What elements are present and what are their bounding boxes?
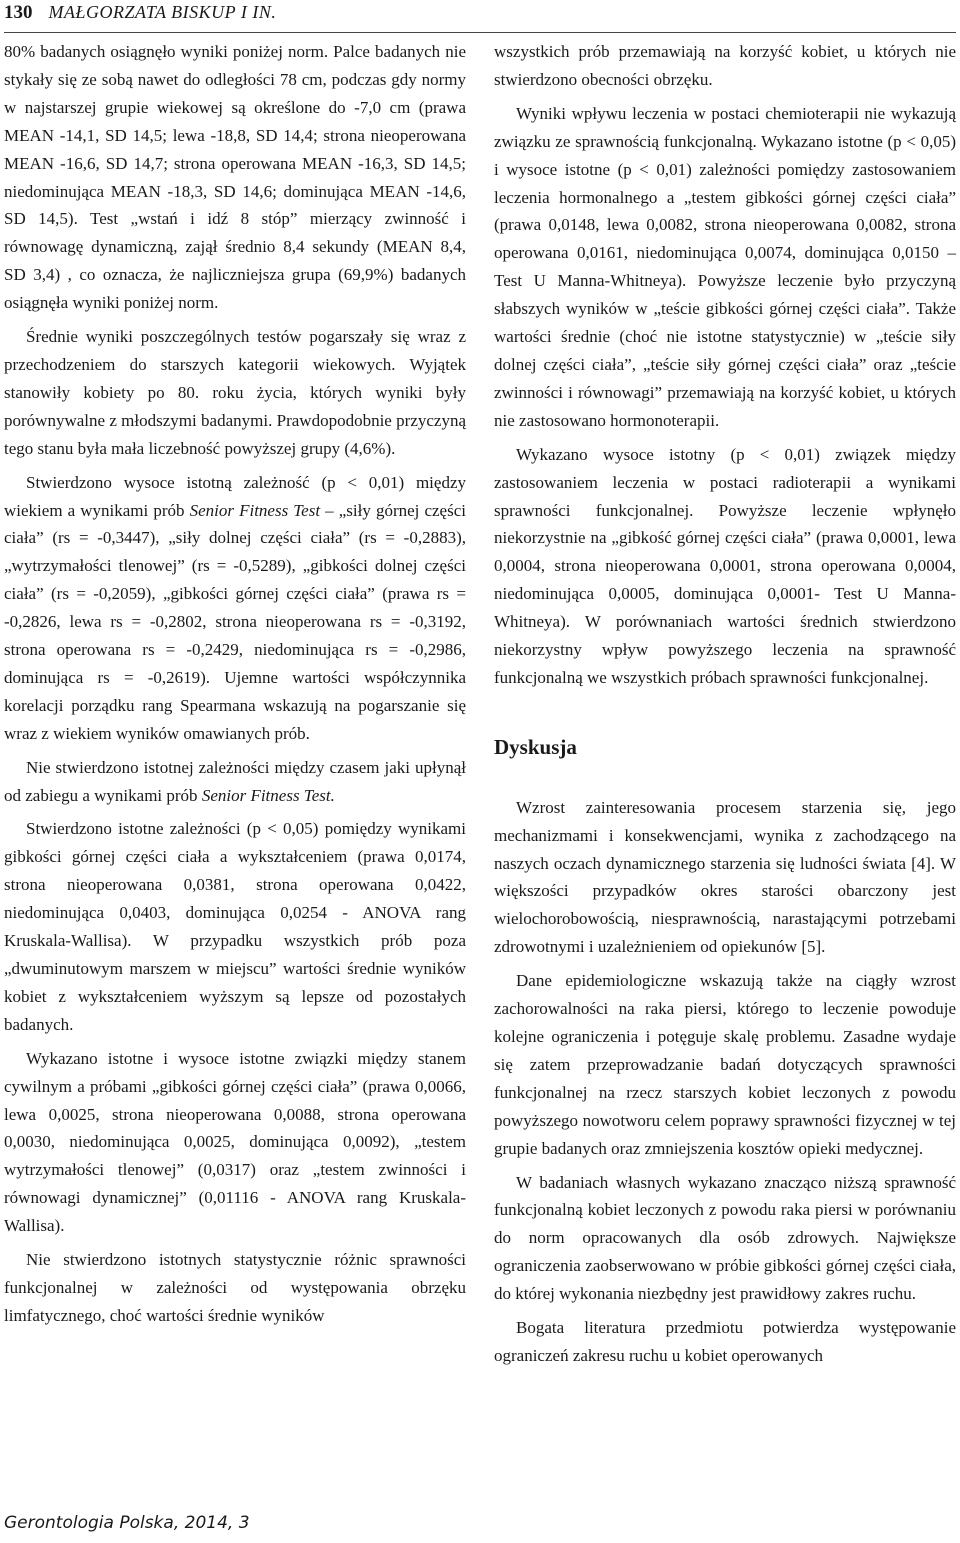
right-column [494,38,956,1370]
paragraph: Dane epidemiologiczne wskazują także na ciągły wzrost zachorowalności na raka piersi, którego to leczenie powoduje kolejne ograniczenia i potęguje skalę problemu. Zasadne wydaje się zatem przeprowadzanie badań dotyczących sprawności funkcjonalnej na rzecz starszych kobiet leczonych z powodu powyższego nowotworu celem poprawy sprawności fizycznej w tej grupie badanych oraz zmniejszenia kosztów opieki medycznej. [494,971,956,1158]
paragraph-text: Stwierdzono wysoce istotną zależność (p < 0,01) między wiekiem a wynikami prób [4,472,466,520]
paragraph: Wykazano istotne i wysoce istotne związki między stanem cywilnym a próbami „gibkości górnej części ciała” (prawa 0,0066, lewa 0,0025, strona nieoperowana 0,0088, strona operowana 0,0030, niedominująca 0,0025, dominująca 0,0092), „testem wytrzymałości tlenowej” (0,0317) oraz „testem zwinności i równowagi dynamicznej” (0,01116 - ANOVA rang Kruskala-Wallisa). [4,1048,466,1236]
paragraph-text: – „siły górnej części ciała” (rs = -0,3447), „siły dolnej części ciała” (rs = -0,2883), „wytrzymałości tlenowej” (rs = -0,5289), „gibkości dolnej części ciała” (rs = -0,2059), „gibkości górnej części ciała” (prawa rs = -0,2826, lewa rs = -0,2802, strona nieoperowana rs = -0,3192, strona operowana rs = -0,2429, niedominująca rs = -0,2986, dominująca rs = -0,2619). Ujemne wartości współczynnika korelacji porządku rang Spearmana wskazują na pogarszanie się wraz z wiekiem wyników omawianych prób. [4,500,466,743]
section-heading: Dyskusja [494,734,577,759]
page-number: 130 [4,2,33,23]
test-name-italic: Senior Fitness Test. [201,785,335,805]
paragraph: wszystkich prób przemawiają na korzyść kobiet, u których nie stwierdzono obecności obrzęku. [494,42,956,89]
paragraph: Nie stwierdzono istotnych statystycznie różnic sprawności funkcjonalnej w zależności od występowania obrzęku limfatycznego, choć wartości średnie wyników [4,1250,466,1325]
page-header [4,2,956,33]
paragraph: Wyniki wpływu leczenia w postaci chemioterapii nie wykazują związku ze sprawnością funkcjonalną. Wykazano istotne (p < 0,05) i wysoce istotne (p < 0,01) zależności pomiędzy zastosowaniem leczenia hormonalnego a „testem gibkości górnej części ciała” (prawa 0,0148, lewa 0,0082, strona nieoperowana 0,0082, strona operowana 0,0161, niedominująca 0,0074, dominująca 0,0150 – Test U Manna-Whitneya). Powyższe leczenie było przyczyną słabszych wyników w „teście gibkości górnej części ciała”. Także wartości średnie (choć nie istotne statystycznie) w „teście siły dolnej części ciała”, „teście siły górnej części ciała” oraz „teście zwinności i równowagi” przemawiają na korzyść kobiet, u których nie zastosowano hormonoterapii. [494,103,956,430]
paragraph [4,754,466,810]
paragraph: Bogata literatura przedmiotu potwierdza występowanie ograniczeń zakresu ruchu u kobiet operowanych [494,1318,956,1365]
paragraph: 80% badanych osiągnęło wyniki poniżej norm. Palce badanych nie stykały się ze sobą nawet do odległości 78 cm, podczas gdy normy w najstarszej grupie wiekowej są określone do -7,0 cm (prawa MEAN -14,1, SD 14,5; lewa -18,8, SD 14,4; strona nieoperowana MEAN -16,6, SD 14,7; strona operowana MEAN -16,3, SD 14,5; niedominująca MEAN -18,3, SD 14,6; dominująca MEAN -14,6, SD 14,5). Test „wstań i idź 8 stóp” mierzący zwinność i równowagę dynamiczną, zajął średnio 8,4 sekundy (MEAN 8,4, SD 3,4) , co oznacza, że najliczniejsza grupa (69,9%) badanych osiągnęła wyniki poniżej norm. [4,42,466,313]
left-column [4,38,466,1330]
paragraph: W badaniach własnych wykazano znacząco niższą sprawność funkcjonalną kobiet leczonych z powodu raka piersi w porównaniu do norm opracowanych dla osób zdrowych. Największe ograniczenia zaobserwowano w próbie gibkości górnej części ciała, do której wykonania niezbędny jest prawidłowy zakres ruchu. [494,1172,956,1304]
test-name-italic: Senior Fitness Test [189,500,321,520]
paragraph-text: Nie stwierdzono istotnej zależności między czasem jaki upłynął od zabiegu a wynikami prób [4,757,466,805]
paragraph [4,469,466,748]
journal-footer: Gerontologia Polska, 2014, 3 [4,1513,250,1533]
running-title: MAŁGORZATA BISKUP I IN. [48,2,277,22]
paragraph: Wzrost zainteresowania procesem starzenia się, jego mechanizmami i konsekwencjami, wynika z zachodzącego na naszych oczach dynamicznego starzenia się ludności świata [4]. W większości przypadków okres starości obarczony jest wielochorobowością, niesprawnością, narastającymi potrzebami zdrowotnymi i uzależnieniem od opiekunów [5]. [494,797,956,957]
paragraph: Wykazano wysoce istotny (p < 0,01) związek między zastosowaniem leczenia w postaci radioterapii a wynikami sprawności funkcjonalnej. Powyższe leczenie wpłynęło niekorzystnie na „gibkość górnej części ciała” (prawa 0,0001, lewa 0,0004, strona nieoperowana 0,0001, strona operowana 0,0004, niedominująca 0,0005, dominująca 0,0001- Test U Manna-Whitneya). W porównaniach wartości średnich stwierdzono niekorzystny wpływ powyższego leczenia na sprawność funkcjonalną we wszystkich próbach sprawności funkcjonalnej. [494,444,956,687]
paragraph: Stwierdzono istotne zależności (p < 0,05) pomiędzy wynikami gibkości górnej części ciała a wykształceniem (prawa 0,0174, strona nieoperowana 0,0381, strona operowana 0,0422, niedominująca 0,0403, dominująca 0,0254 - ANOVA rang Kruskala-Wallisa). W przypadku wszystkich prób poza „dwuminutowym marszem w miejscu” wartości średnie wyników kobiet z wykształceniem wyższym są lepsze od pozostałych badanych. [4,819,466,1034]
paragraph: Średnie wyniki poszczególnych testów pogarszały się wraz z przechodzeniem do starszych kategorii wiekowych. Wyjątek stanowiły kobiety po 80. roku życia, których wyniki były porównywalne z młodszymi badanymi. Prawdopodobnie przyczyną tego stanu była mała liczebność powyższej grupy (4,6%). [4,327,466,458]
